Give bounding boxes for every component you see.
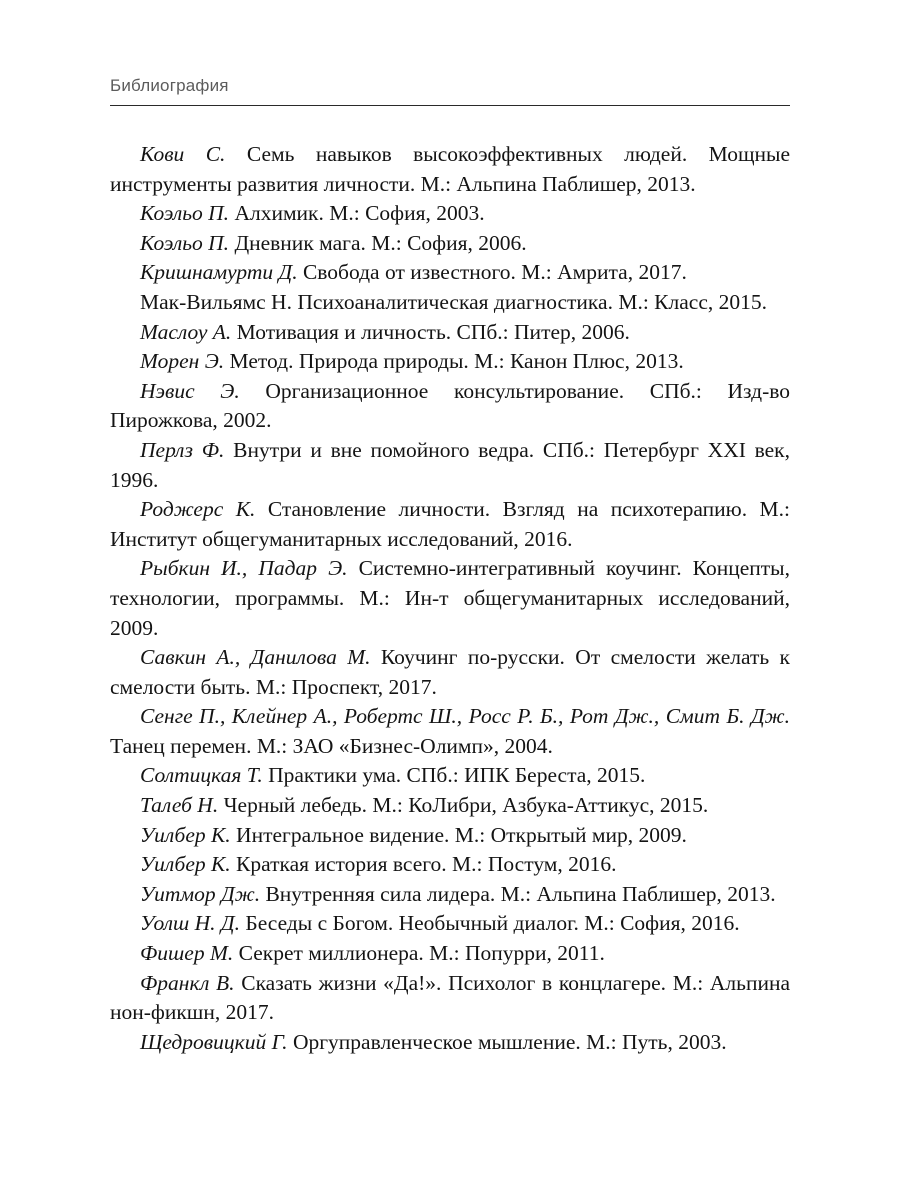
entry-text: Семь навыков высокоэффективных людей. Мощные инструменты развития личности. М.: Альпина Паблишер, 2013. (110, 142, 790, 196)
entry-text: Танец перемен. М.: ЗАО «Бизнес-Олимп», 2004. (110, 733, 553, 758)
entry-text: Психоаналитическая диагностика. М.: Класс, 2015. (291, 289, 767, 314)
entry-author: Кови С. (140, 142, 226, 166)
entry-text: Оргуправленческое мышление. М.: Путь, 2003. (287, 1029, 727, 1054)
running-head: Библиография (110, 76, 229, 95)
bibliography-entry (110, 554, 790, 643)
entry-author: Нэвис Э. (140, 378, 240, 403)
entry-author: Савкин А., Данилова М. (140, 645, 371, 670)
entry-text: Краткая история всего. М.: Постум, 2016. (230, 852, 617, 877)
bibliography-entry (110, 377, 790, 436)
entry-author: Коэльо П. (140, 201, 230, 226)
entry-text: Дневник мага. М.: София, 2006. (229, 230, 527, 255)
bibliography-entry (110, 909, 790, 939)
bibliography-entry (110, 436, 790, 495)
entry-author: Уилбер К. (140, 852, 231, 877)
entry-author: Коэльо П. (140, 230, 230, 255)
bibliography-entry (110, 643, 790, 702)
bibliography-entry (110, 761, 790, 791)
entry-text: Алхимик. М.: София, 2003. (229, 201, 485, 226)
entry-author: Уолш Н. Д. (140, 911, 240, 936)
entry-text: Практики ума. СПб.: ИПК Береста, 2015. (262, 763, 646, 788)
entry-text: Свобода от известного. М.: Амрита, 2017. (297, 260, 687, 285)
page-header (110, 76, 790, 106)
bibliography-list (110, 140, 790, 1057)
entry-text: Черный лебедь. М.: КоЛибри, Азбука-Аттикус, 2015. (218, 793, 709, 818)
bibliography-entry (110, 850, 790, 880)
entry-author: Мак-Вильямс Н. (140, 289, 292, 314)
bibliography-entry (110, 318, 790, 348)
entry-text: Интегральное видение. М.: Открытый мир, 2009. (230, 822, 687, 847)
entry-author: Маслоу А. (140, 319, 232, 344)
entry-author: Талеб Н. (140, 793, 219, 818)
entry-text: Коучинг по-русски. От смелости желать к смелости быть. М.: Проспект, 2017. (110, 645, 790, 699)
entry-author: Роджерс К. (140, 497, 256, 522)
entry-text: Сказать жизни «Да!». Психолог в концлагере. М.: Альпина нон-фикшн, 2017. (110, 970, 791, 1025)
bibliography-entry (110, 347, 790, 377)
bibliography-entry (110, 791, 790, 821)
entry-text: Становление личности. Взгляд на психотерапию. М.: Институт общегуманитарных исследований, 2016. (110, 497, 790, 551)
bibliography-entry (110, 821, 790, 851)
bibliography-entry (110, 229, 790, 259)
entry-author: Щедровицкий Г. (140, 1029, 288, 1054)
bibliography-entry (110, 880, 790, 910)
entry-author: Фишер М. (140, 941, 234, 966)
entry-author: Уилбер К. (140, 822, 231, 847)
bibliography-entry (110, 495, 790, 554)
bibliography-entry (110, 140, 790, 199)
bibliography-entry (110, 199, 790, 229)
entry-author: Франкл В. (140, 970, 235, 995)
bibliography-entry (110, 702, 790, 761)
bibliography-entry (110, 939, 790, 969)
entry-author: Морен Э. (140, 349, 225, 374)
bibliography-entry (110, 1028, 790, 1058)
entry-text: Организационное консультирование. СПб.: Изд-во Пирожкова, 2002. (110, 378, 790, 433)
entry-text: Системно-интегративный коучинг. Концепты, технологии, программы. М.: Ин-т общегуманитарных исследований, 2009. (110, 556, 790, 640)
entry-text: Беседы с Богом. Необычный диалог. М.: София, 2016. (239, 911, 740, 936)
entry-text: Метод. Природа природы. М.: Канон Плюс, 2013. (224, 349, 684, 374)
entry-text: Внутри и вне помойного ведра. СПб.: Петербург XXI век, 1996. (110, 437, 790, 492)
entry-author: Рыбкин И., Падар Э. (140, 556, 348, 581)
bibliography-entry (110, 288, 790, 318)
entry-text: Внутренняя сила лидера. М.: Альпина Паблишер, 2013. (260, 881, 776, 906)
entry-text: Секрет миллионера. М.: Попурри, 2011. (233, 941, 605, 966)
entry-author: Сенге П., Клейнер А., Робертс Ш., Росс Р. Б., Рот Дж., Смит Б. Дж. (140, 704, 790, 729)
entry-author: Кришнамурти Д. (140, 260, 298, 285)
bibliography-entry (110, 258, 790, 288)
bibliography-entry (110, 969, 790, 1028)
entry-author: Солтицкая Т. (140, 763, 263, 788)
entry-author: Перлз Ф. (140, 437, 225, 462)
entry-author: Уитмор Дж. (140, 881, 261, 906)
header-rule (110, 105, 790, 106)
entry-text: Мотивация и личность. СПб.: Питер, 2006. (231, 319, 630, 344)
